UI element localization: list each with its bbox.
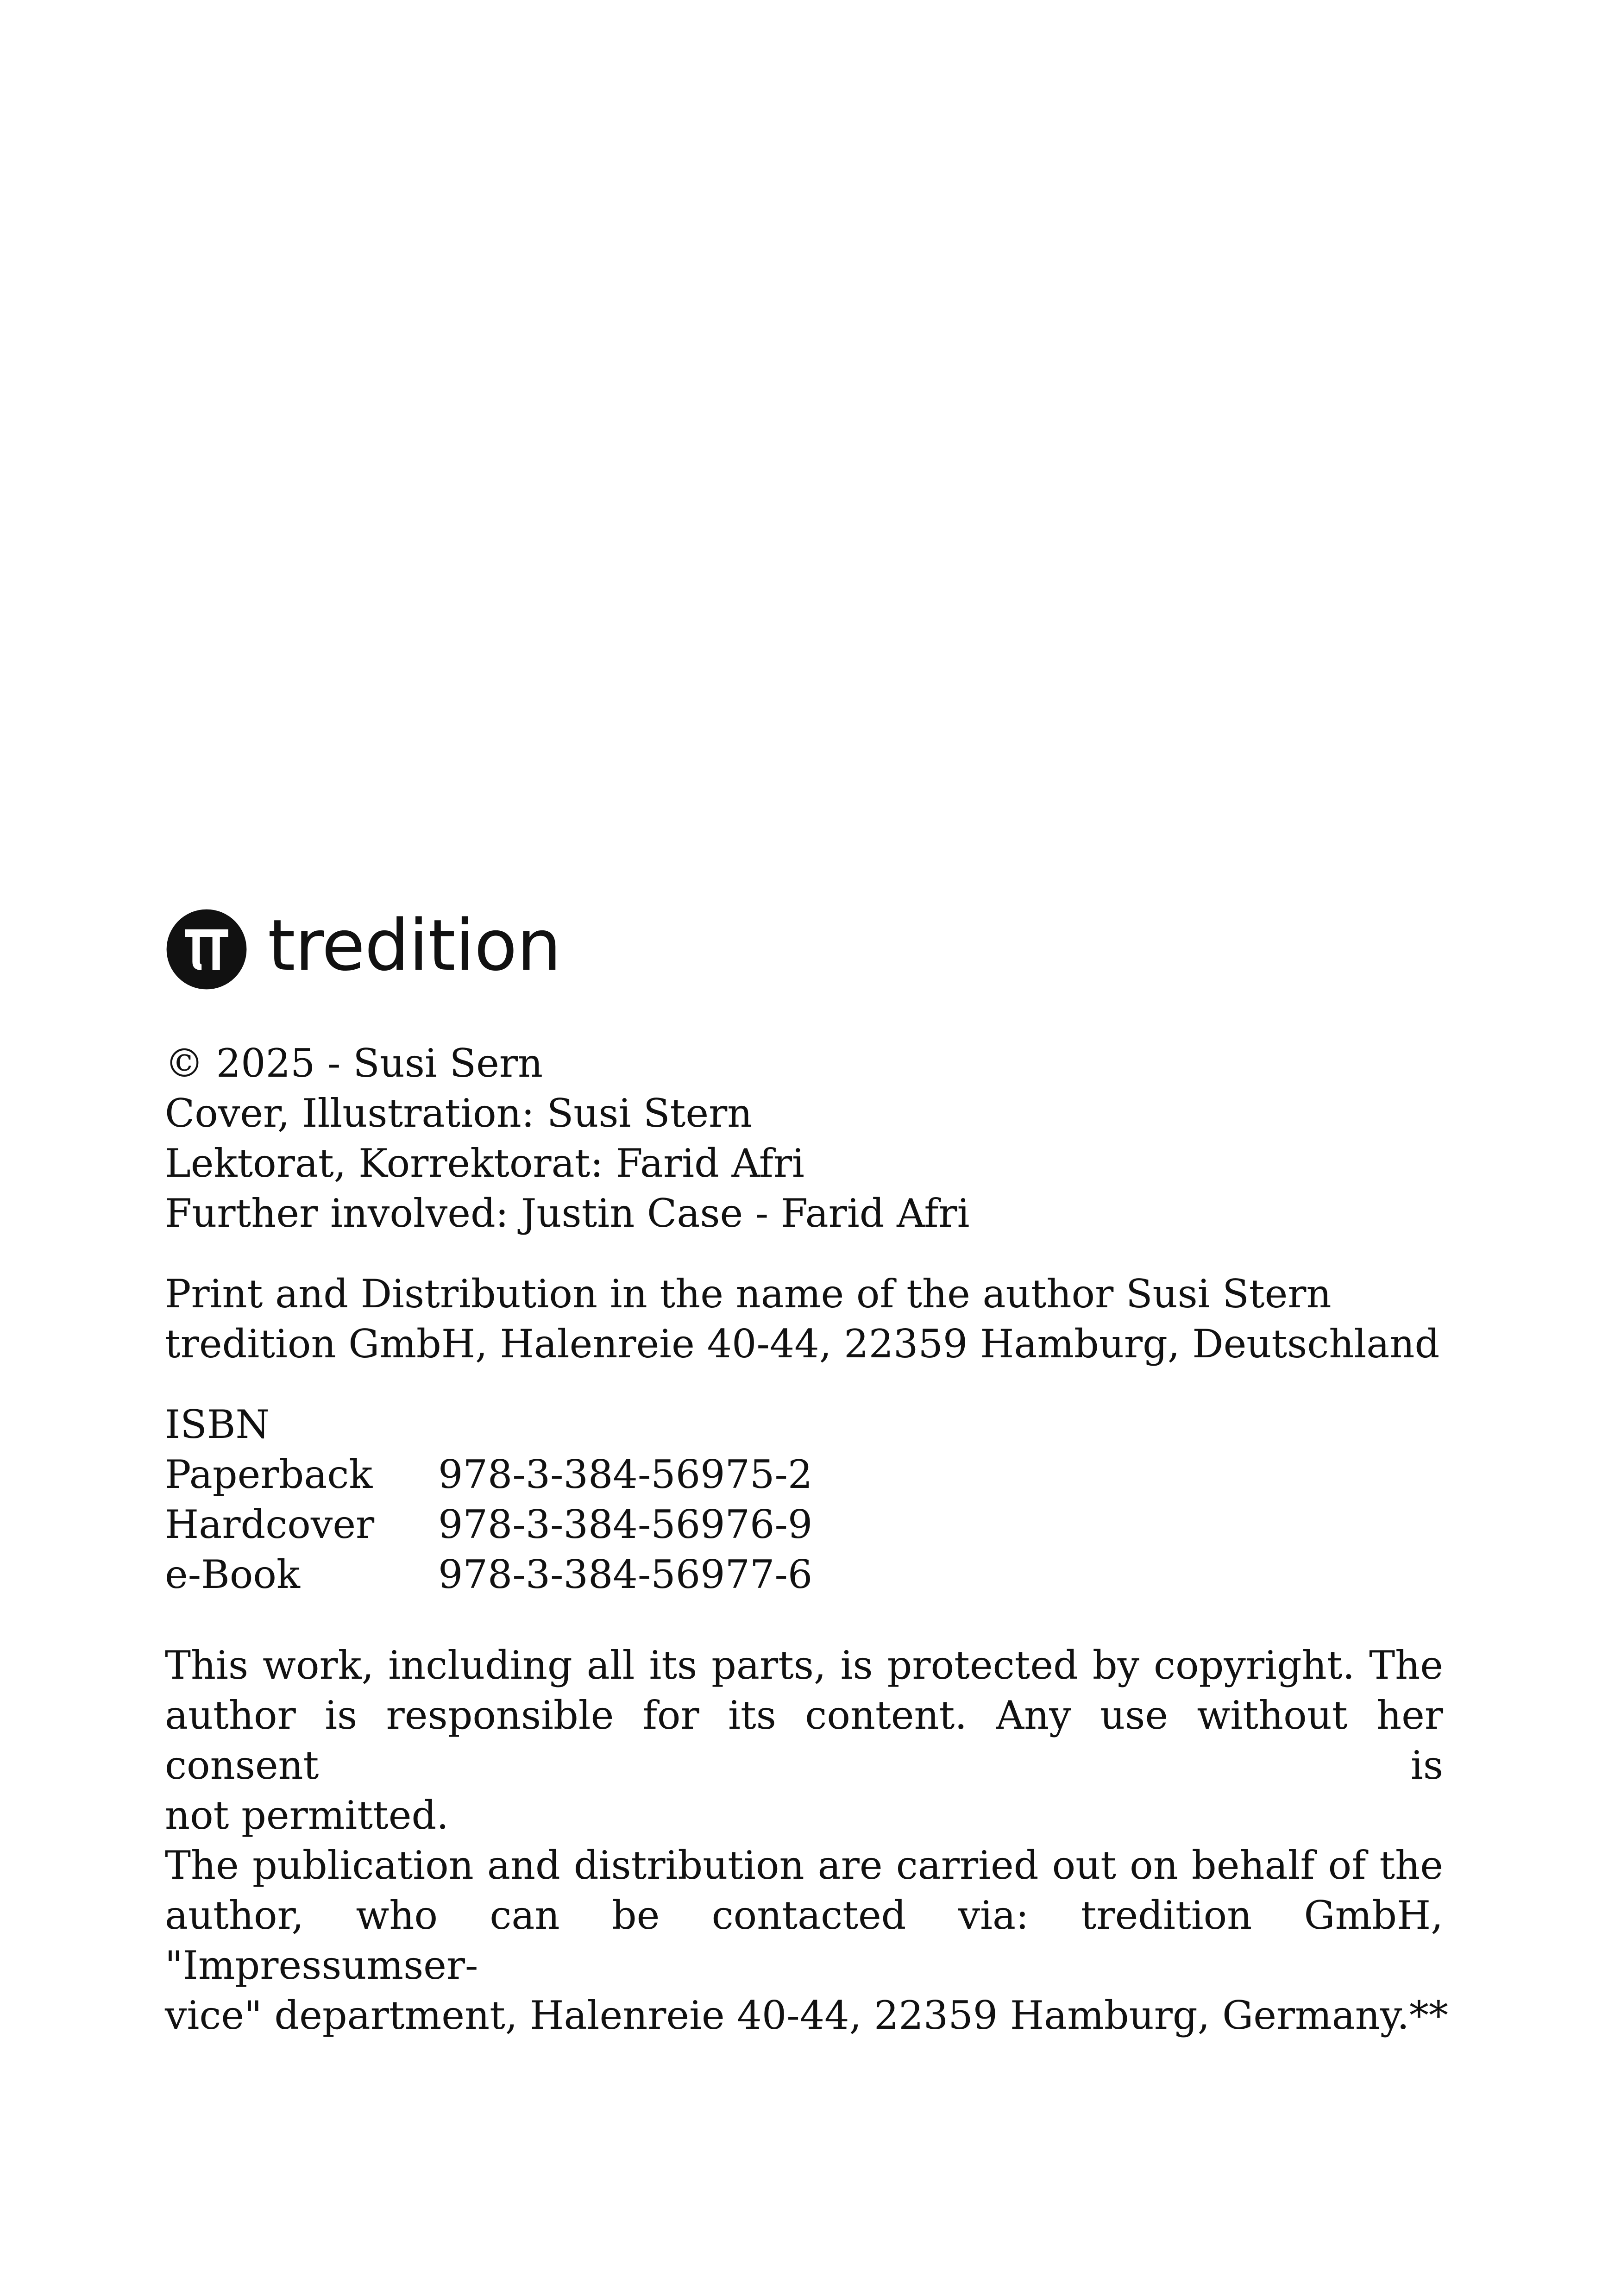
isbn-format: Paperback	[165, 1452, 373, 1497]
isbn-row	[165, 1449, 1443, 1499]
notice-line: author is responsible for its content. Any use without her consent is	[165, 1693, 1443, 1788]
further-credit: Further involved: Justin Case - Farid Afri	[165, 1191, 970, 1236]
isbn-format: Hardcover	[165, 1502, 375, 1547]
copyright-line: © 2025 - Susi Sern	[165, 1041, 543, 1086]
notice-line: The publication and distribution are carried out on behalf of the	[165, 1843, 1443, 1888]
publisher-logo	[165, 904, 561, 991]
notice-line: This work, including all its parts, is protected by copyright. The	[165, 1643, 1443, 1688]
notice-line: author, who can be contacted via: tredition GmbH, "Impressumser-	[165, 1893, 1443, 1988]
isbn-row	[165, 1549, 1443, 1600]
tredition-logo-icon	[165, 908, 248, 991]
isbn-block	[165, 1399, 1443, 1600]
distribution-block	[165, 1269, 1443, 1369]
isbn-number: 978-3-384-56977-6	[438, 1552, 813, 1597]
cover-credit: Cover, Illustration: Susi Stern	[165, 1091, 753, 1136]
isbn-number: 978-3-384-56976-9	[438, 1502, 813, 1547]
isbn-row	[165, 1499, 1443, 1549]
publisher-wordmark: tredition	[268, 904, 561, 986]
notice-line: vice" department, Halenreie 40-44, 22359 Hamburg, Germany.**	[165, 1993, 1448, 2038]
isbn-label: ISBN	[165, 1402, 270, 1447]
credits-block	[165, 1038, 1443, 1238]
copyright-notice	[165, 1640, 1448, 2040]
isbn-number: 978-3-384-56975-2	[438, 1452, 813, 1497]
publisher-address: tredition GmbH, Halenreie 40-44, 22359 Hamburg, Deutschland	[165, 1321, 1440, 1367]
imprint-content	[165, 1038, 1448, 2040]
isbn-format: e-Book	[165, 1552, 300, 1597]
distribution-line: Print and Distribution in the name of the author Susi Stern	[165, 1271, 1332, 1317]
notice-line: not permitted.	[165, 1793, 449, 1838]
editing-credit: Lektorat, Korrektorat: Farid Afri	[165, 1141, 804, 1186]
